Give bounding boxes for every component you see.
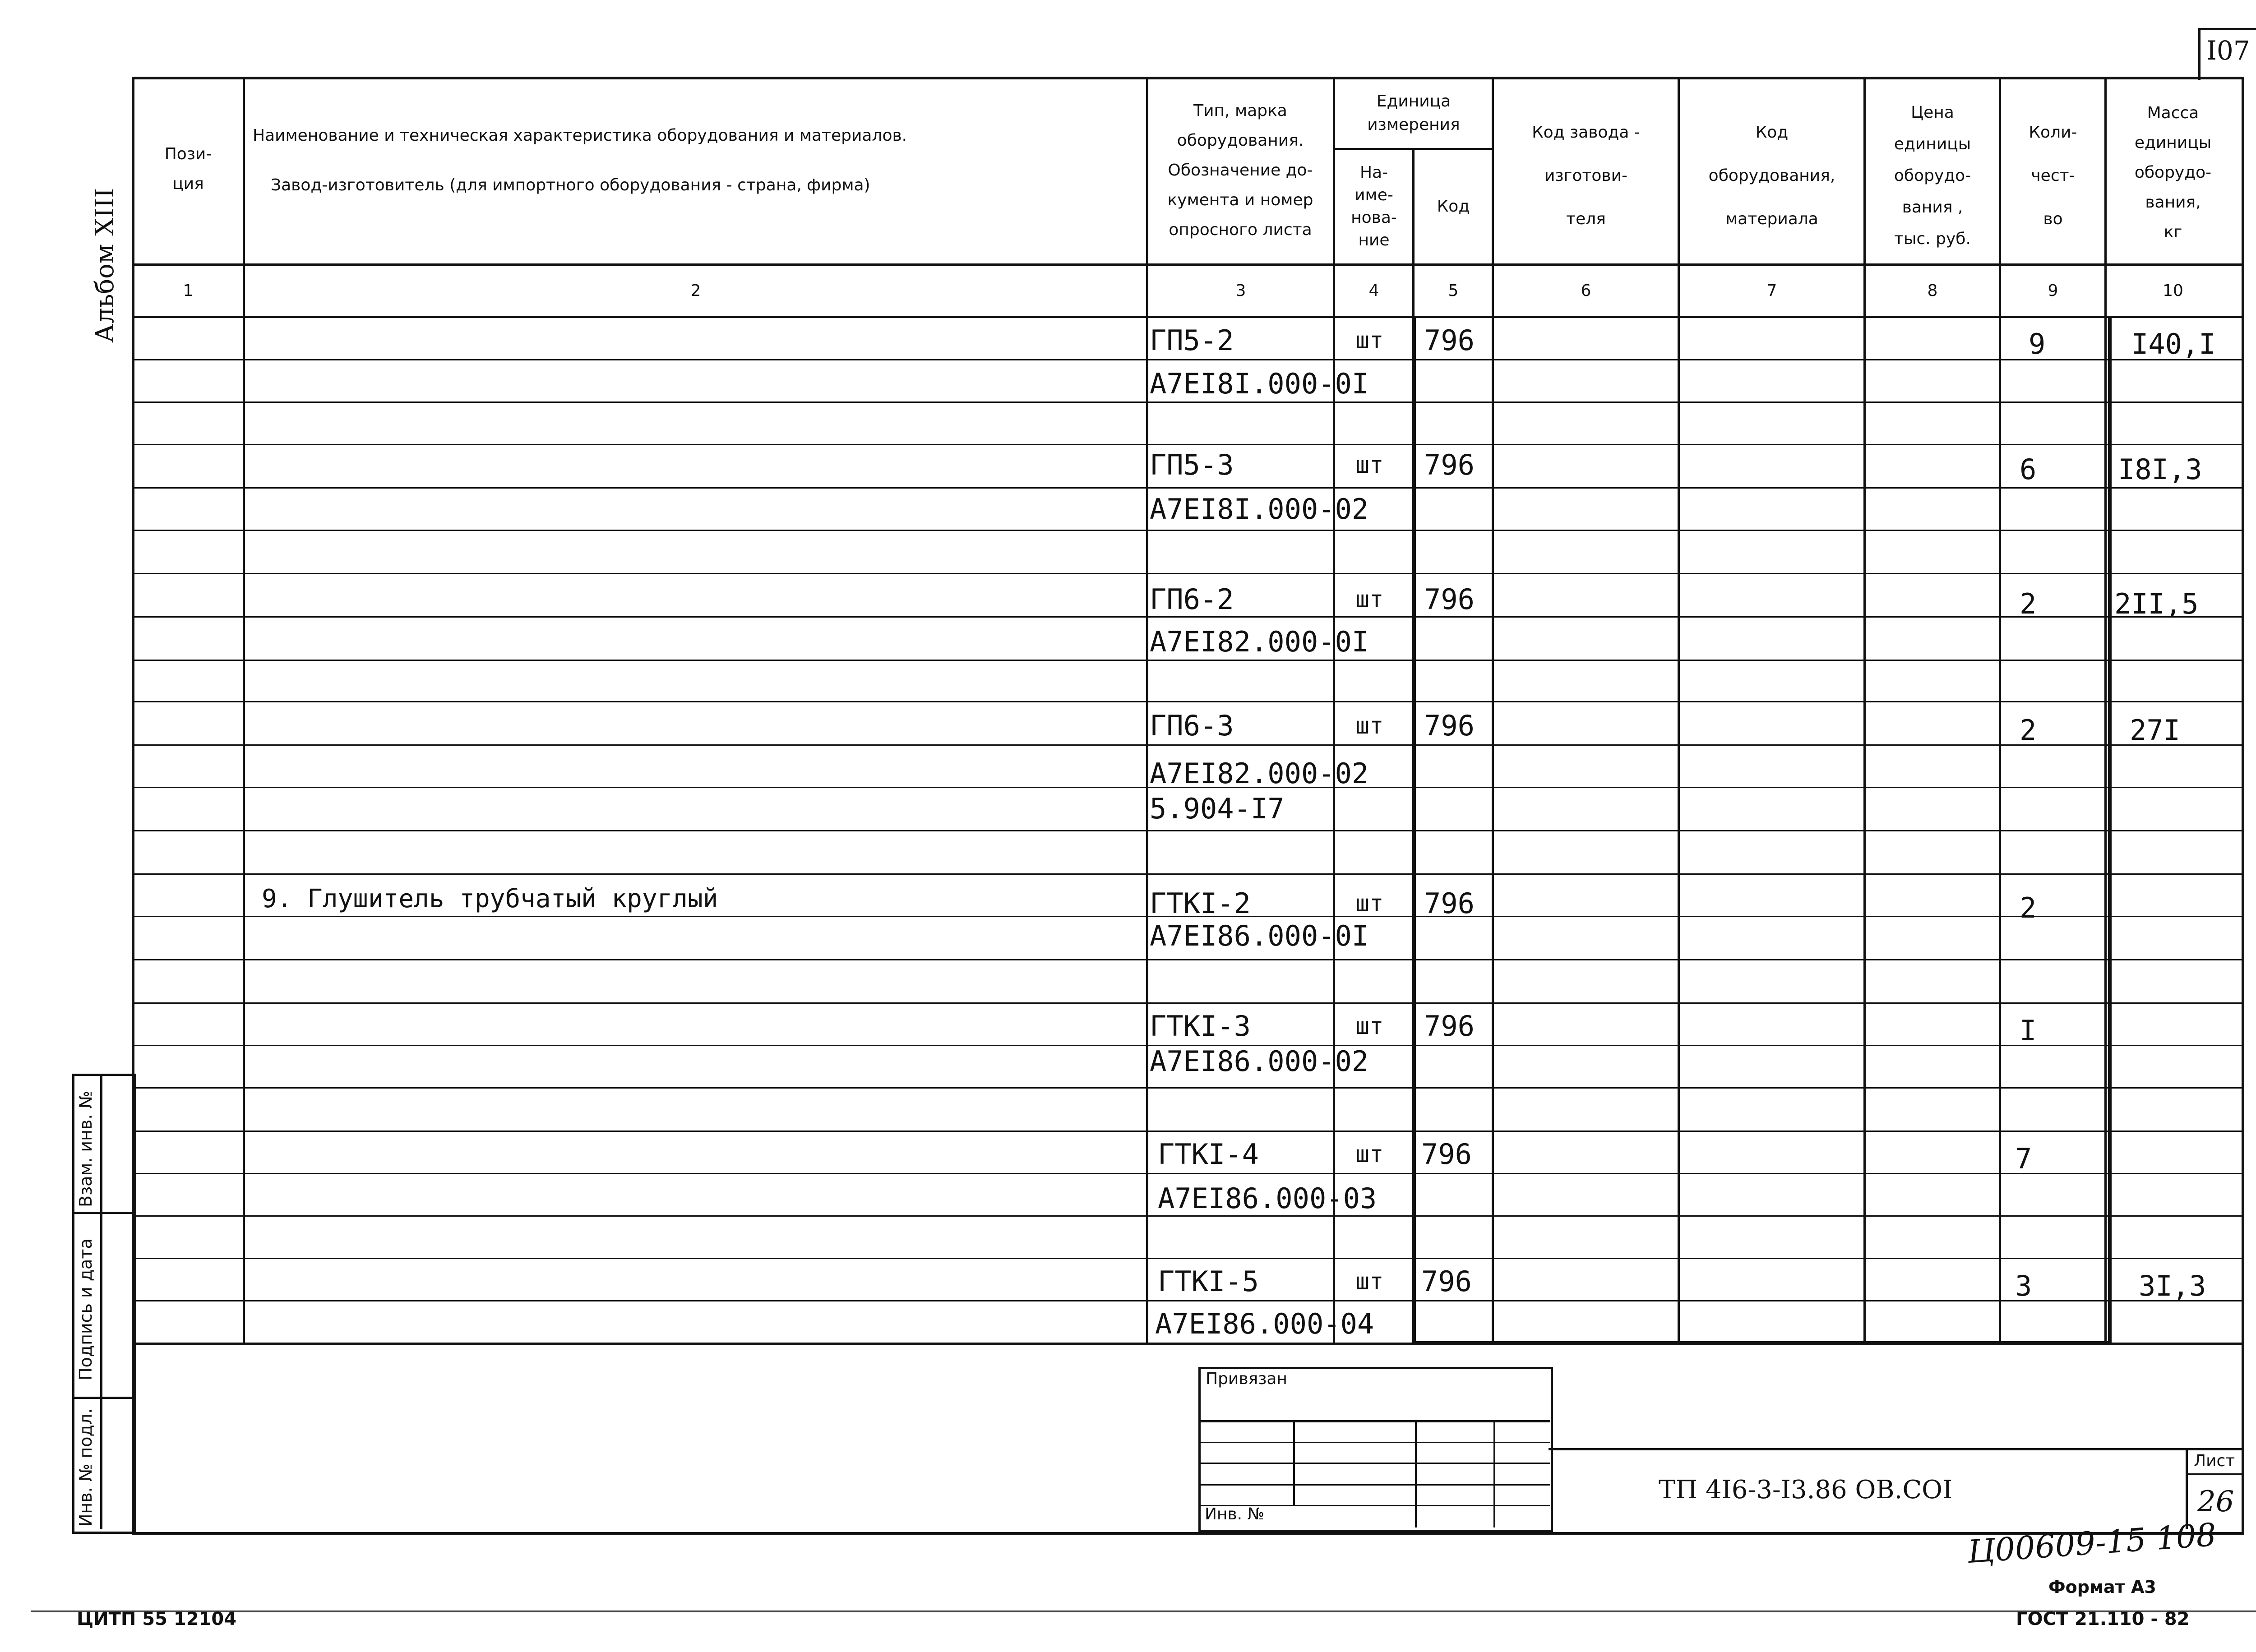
entry-doc: А7ЕI8I.000-0I <box>1150 367 1369 400</box>
header-factory-code: Код завода - изготови- теля <box>1532 123 1640 228</box>
entry-doc: А7ЕI86.000-02 <box>1150 1045 1369 1078</box>
colnum-4: 4 <box>1368 281 1379 300</box>
entry-doc: А7ЕI86.000-04 <box>1155 1307 1374 1340</box>
entry-unit: шт <box>1355 452 1384 479</box>
header-mass: Масса единицы оборудо- вания, кг <box>2134 104 2212 241</box>
tb-line <box>1198 1420 1550 1422</box>
entry-type: ГТКI-2 <box>1150 887 1251 920</box>
header-unit-code: Код <box>1437 197 1470 216</box>
side-stamp-line2 <box>72 1397 132 1399</box>
entry-code: 796 <box>1424 448 1475 481</box>
entry-qty: 7 <box>2015 1142 2032 1175</box>
designation: ТП 4I6-3-I3.86 ОВ.СОI <box>1659 1475 1953 1504</box>
entry-mass: I40,I <box>2131 328 2216 360</box>
colnum-10: 10 <box>2163 281 2183 300</box>
entry-mass: 3I,3 <box>2139 1269 2206 1302</box>
entry-code: 796 <box>1424 1010 1475 1043</box>
entry-doc: А7ЕI82.000-02 <box>1150 757 1369 790</box>
entry-unit: шт <box>1355 586 1384 613</box>
entry-type: ГТКI-3 <box>1150 1010 1251 1043</box>
entry-doc: А7ЕI86.000-03 <box>1158 1182 1377 1215</box>
entry-type: ГП6-3 <box>1150 709 1234 742</box>
privyazan-label: Привязан <box>1206 1370 1287 1388</box>
header-position: Пози- ция <box>164 145 212 193</box>
col-line-2 <box>1146 77 1148 1343</box>
tb-vline <box>1493 1421 1495 1527</box>
entry-code: 796 <box>1424 709 1475 742</box>
side-stamp-inv-podl: Инв. № подл. <box>76 1408 96 1527</box>
entry-unit: шт <box>1355 1268 1384 1295</box>
entry-code: 796 <box>1424 887 1475 920</box>
list-box-divider <box>2186 1473 2242 1475</box>
entry-name: 9. Глушитель трубчатый круглый <box>262 884 718 914</box>
side-stamp-line1 <box>72 1212 132 1214</box>
entry-code: 796 <box>1424 324 1475 357</box>
list-box-line <box>2186 1448 2188 1529</box>
colnum-3: 3 <box>1235 281 1246 300</box>
header-unit-group: Единица измерения <box>1367 92 1460 134</box>
header-quantity: Коли- чест- во <box>2029 123 2077 228</box>
header-name-line2: Завод-изготовитель (для импортного оборудования - страна, фирма) <box>271 176 870 194</box>
entry-qty: I <box>2020 1014 2037 1047</box>
entry-type: ГТКI-4 <box>1158 1138 1259 1171</box>
entry-doc-2: 5.904-I7 <box>1150 792 1285 825</box>
colnum-5: 5 <box>1448 281 1459 300</box>
tb-vline <box>1415 1421 1417 1527</box>
list-number: 26 <box>2197 1485 2234 1518</box>
entry-qty: 2 <box>2020 587 2037 620</box>
header-equipment-code: Код оборудования, материала <box>1708 123 1835 228</box>
entry-qty: 3 <box>2015 1269 2032 1302</box>
entry-code: 796 <box>1421 1138 1472 1171</box>
colnum-8: 8 <box>1927 281 1938 300</box>
entry-code: 796 <box>1424 583 1475 616</box>
tb-line <box>1198 1463 1550 1464</box>
header-name-line1: Наименование и техническая характеристика оборудования и материалов. <box>253 126 907 145</box>
col-line-1 <box>243 77 245 1343</box>
colnum-1: 1 <box>183 281 194 300</box>
entry-unit: шт <box>1355 327 1384 354</box>
entry-unit: шт <box>1355 1141 1384 1168</box>
entry-doc: А7ЕI86.000-0I <box>1150 919 1369 952</box>
entry-doc: А7ЕI8I.000-02 <box>1150 493 1369 526</box>
col-line-3 <box>1333 77 1335 1343</box>
side-stamp-podpis: Подпись и дата <box>76 1238 96 1380</box>
entry-type: ГТКI-5 <box>1158 1265 1259 1298</box>
entry-qty: 2 <box>2020 714 2037 747</box>
tb-line <box>1198 1442 1550 1443</box>
entry-type: ГП6-2 <box>1150 583 1234 616</box>
header-price: Цена единицы оборудо- вания , тыс. руб. <box>1894 103 1971 248</box>
list-label: Лист <box>2194 1452 2235 1470</box>
inv-no-label: Инв. № <box>1205 1505 1265 1523</box>
entry-mass: 27I <box>2130 714 2180 747</box>
entry-qty: 6 <box>2020 453 2037 486</box>
side-stamp-vzam: Взам. инв. № <box>76 1090 96 1207</box>
bold-data-block <box>1412 318 2112 1345</box>
entry-doc: А7ЕI82.000-0I <box>1150 625 1369 658</box>
header-unit-name: На- име- нова- ние <box>1351 163 1397 249</box>
entry-code: 796 <box>1421 1265 1472 1298</box>
tb-vline <box>1293 1421 1295 1506</box>
sheet-corner-number: I07 <box>2206 35 2250 66</box>
header-type: Тип, марка оборудования. Обозначение до- кумента и номер опросного листа <box>1167 102 1313 239</box>
gost-label: ГОСТ 21.110 - 82 <box>2016 1609 2190 1629</box>
format-label: Формат А3 <box>2048 1577 2156 1597</box>
entry-qty: 2 <box>2020 891 2037 924</box>
colnum-2: 2 <box>690 281 701 300</box>
album-label: Альбом XIII <box>90 188 120 343</box>
designation-top-line <box>1549 1448 2242 1450</box>
table-body-bottom <box>132 1343 2242 1345</box>
ctip-label: ЦИТП 55 12104 <box>77 1609 237 1629</box>
entry-qty: 9 <box>2029 328 2046 360</box>
entry-mass: 2II,5 <box>2114 587 2199 620</box>
colnum-6: 6 <box>1581 281 1591 300</box>
colnum-7: 7 <box>1766 281 1777 300</box>
entry-type: ГП5-3 <box>1150 448 1234 481</box>
entry-unit: шт <box>1355 712 1384 739</box>
entry-type: ГП5-2 <box>1150 324 1234 357</box>
entry-unit: шт <box>1355 890 1384 917</box>
side-stamp-divider <box>100 1074 102 1529</box>
entry-mass: I8I,3 <box>2118 453 2202 486</box>
entry-unit: шт <box>1355 1013 1384 1040</box>
handwritten-note: Ц00609-15 108 <box>1966 1516 2218 1571</box>
colnum-9: 9 <box>2048 281 2058 300</box>
tb-line <box>1198 1484 1550 1486</box>
